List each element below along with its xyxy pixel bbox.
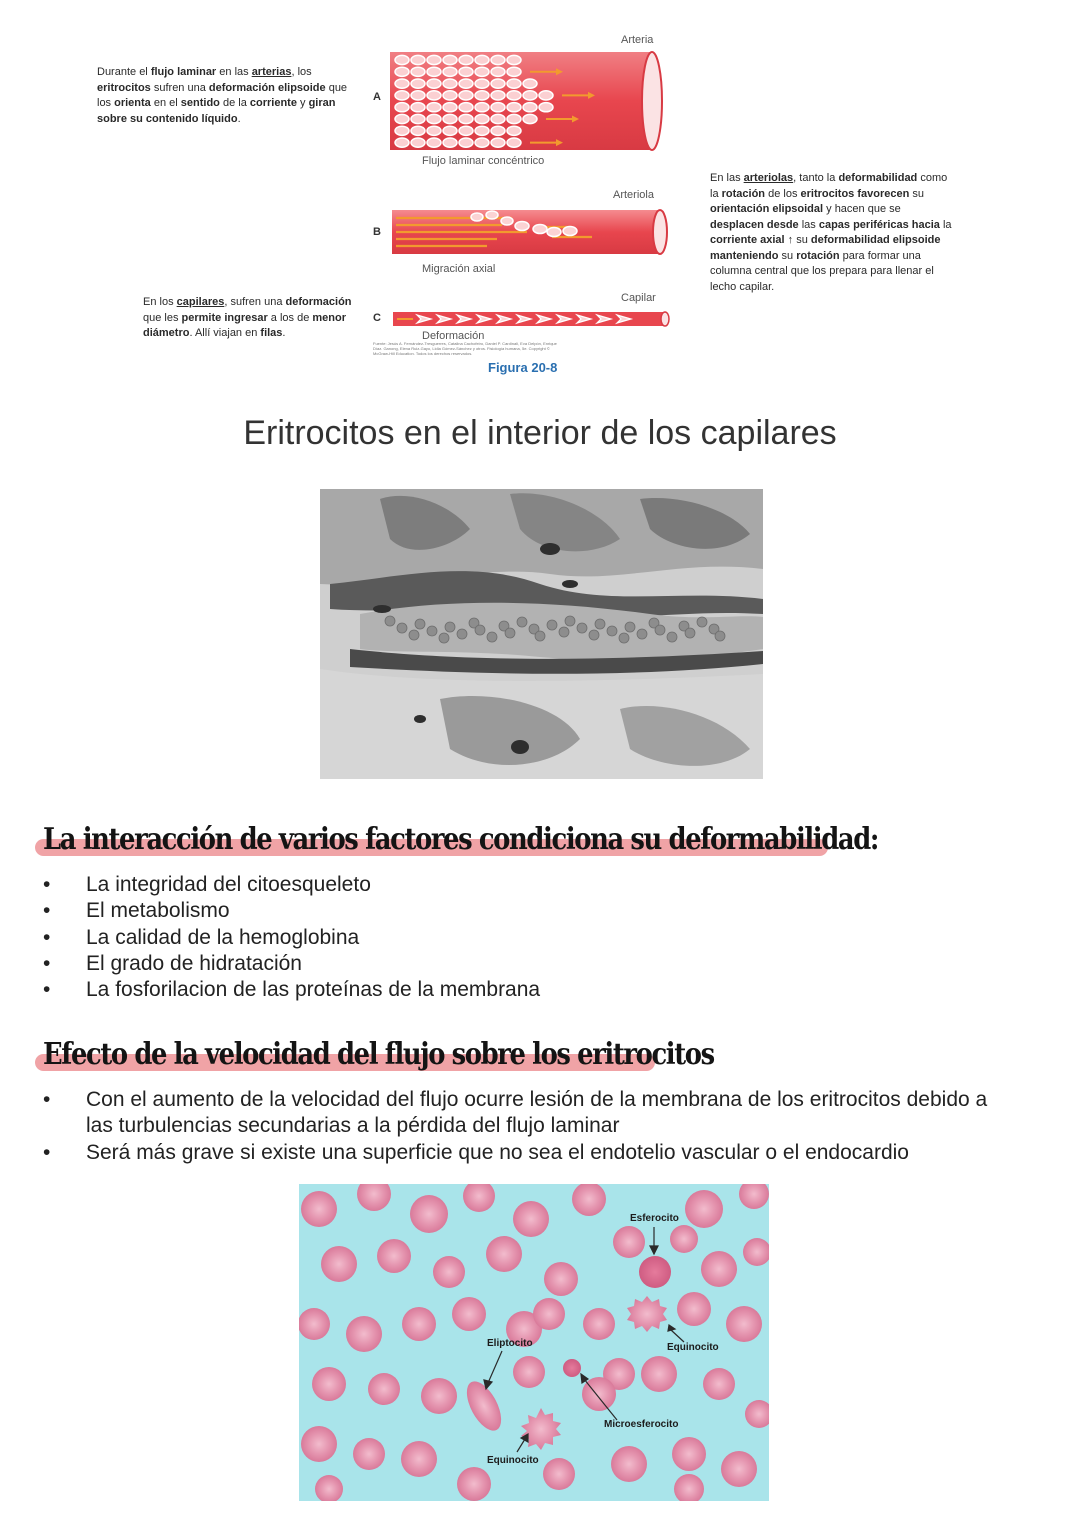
caption-migracion-axial: Migración axial bbox=[422, 263, 496, 275]
rbc-cell bbox=[457, 1467, 491, 1501]
effects-list bbox=[43, 1087, 1003, 1166]
rbc-shape bbox=[443, 67, 457, 76]
rbc-shape bbox=[507, 91, 521, 100]
section-title: Eritrocitos en el interior de los capilares bbox=[243, 414, 837, 452]
rbc-shape bbox=[475, 138, 489, 147]
micrograph-rbc bbox=[409, 630, 419, 640]
rbc-cell bbox=[533, 1298, 565, 1330]
micrograph-rbc bbox=[457, 629, 467, 639]
rbc-shape bbox=[491, 138, 505, 147]
capillary-micrograph-drawing bbox=[320, 489, 763, 779]
rbc-shape bbox=[427, 138, 441, 147]
panel-letter-c: C bbox=[373, 312, 381, 324]
rbc-shape bbox=[475, 91, 489, 100]
micrograph-rbc bbox=[475, 625, 485, 635]
rbc-cell bbox=[312, 1367, 346, 1401]
rbc-shape bbox=[427, 103, 441, 112]
heading-deformabilidad-text: La interacción de varios factores condiciona su deformabilidad: bbox=[43, 822, 879, 857]
rbc-cell bbox=[410, 1195, 448, 1233]
rbc-shape bbox=[395, 67, 409, 76]
rbc-shape bbox=[443, 138, 457, 147]
panel-letter-b: B bbox=[373, 226, 381, 238]
micrograph-rbc bbox=[667, 632, 677, 642]
micrograph-rbc bbox=[559, 627, 569, 637]
rbc-cell bbox=[701, 1251, 737, 1287]
rbc-shape bbox=[395, 114, 409, 123]
rbc-shape bbox=[411, 138, 425, 147]
rbc-cell bbox=[611, 1446, 647, 1482]
rbc-cell bbox=[301, 1426, 337, 1462]
panel-letter-a: A bbox=[373, 91, 381, 103]
factors-list bbox=[43, 872, 1003, 1003]
rbc-shape bbox=[459, 55, 473, 64]
rbc-shape bbox=[507, 114, 521, 123]
micrograph-rbc bbox=[715, 631, 725, 641]
micrograph-rbc bbox=[619, 633, 629, 643]
micrograph-rbc bbox=[505, 628, 515, 638]
rbc-shape bbox=[507, 103, 521, 112]
rbc-shape bbox=[507, 138, 521, 147]
note-capilares: En los capilares, sufren una deformación que les permite ingresar a los de menor diámetro. Allí viajan en filas. bbox=[143, 296, 352, 339]
label-equinocito-2: Equinocito bbox=[487, 1455, 539, 1466]
list-item: • La fosforilacion de las proteínas de la membrana bbox=[43, 977, 1003, 1003]
rbc-shape bbox=[459, 91, 473, 100]
rbc-cell bbox=[368, 1373, 400, 1405]
rbc-cell bbox=[486, 1236, 522, 1272]
heading-velocidad-text: Efecto de la velocidad del flujo sobre los eritrocitos bbox=[43, 1037, 714, 1072]
rbc-shape bbox=[459, 103, 473, 112]
micrograph-rbc bbox=[607, 626, 617, 636]
rbc-cell bbox=[402, 1307, 436, 1341]
heading-velocidad bbox=[43, 1037, 823, 1072]
rbc-cell bbox=[299, 1308, 330, 1340]
rbc-shape bbox=[443, 126, 457, 135]
rbc-shape bbox=[459, 67, 473, 76]
rbc-cell bbox=[452, 1297, 486, 1331]
esferocito-cell bbox=[639, 1256, 671, 1288]
vessel-label-arteriola: Arteriola bbox=[613, 189, 654, 201]
rbc-cell bbox=[346, 1316, 382, 1352]
rbc-shape bbox=[443, 55, 457, 64]
micrograph-rbc bbox=[565, 616, 575, 626]
list-item: • El grado de hidratación bbox=[43, 951, 1003, 977]
micrograph-rbc bbox=[685, 628, 695, 638]
micrograph-rbc bbox=[415, 619, 425, 629]
rbc-shape bbox=[523, 114, 537, 123]
rbc-shape bbox=[443, 103, 457, 112]
micrograph-rbc bbox=[517, 617, 527, 627]
rbc-cell bbox=[421, 1378, 457, 1414]
rbc-shape bbox=[523, 103, 537, 112]
rbc-cell bbox=[670, 1225, 698, 1253]
rbc-shape bbox=[475, 55, 489, 64]
rbc-shape bbox=[395, 55, 409, 64]
rbc-cell bbox=[377, 1239, 411, 1273]
rbc-shape bbox=[491, 91, 505, 100]
rbc-shape bbox=[427, 126, 441, 135]
rbc-shape bbox=[395, 91, 409, 100]
rbc-cell bbox=[726, 1306, 762, 1342]
micrograph-rbc bbox=[385, 616, 395, 626]
rbc-shape bbox=[427, 91, 441, 100]
label-microesferocito: Microesferocito bbox=[604, 1419, 679, 1430]
rbc-shape bbox=[411, 103, 425, 112]
micrograph-rbc bbox=[445, 622, 455, 632]
rbc-cell bbox=[583, 1308, 615, 1340]
rbc-cell bbox=[703, 1368, 735, 1400]
rbc-shape bbox=[427, 114, 441, 123]
rbc-cell bbox=[301, 1191, 337, 1227]
rbc-shape bbox=[475, 103, 489, 112]
rbc-cell bbox=[677, 1292, 711, 1326]
rbc-shape bbox=[411, 67, 425, 76]
rbc-shape bbox=[507, 79, 521, 88]
rbc-cell bbox=[353, 1438, 385, 1470]
rbc-shape bbox=[491, 103, 505, 112]
figure-label: Figura 20-8 bbox=[488, 360, 558, 375]
rbc-shape bbox=[427, 67, 441, 76]
rbc-shape bbox=[443, 114, 457, 123]
rbc-shape bbox=[491, 114, 505, 123]
rbc-shape bbox=[491, 126, 505, 135]
rbc-shape bbox=[411, 79, 425, 88]
rbc-shape bbox=[427, 79, 441, 88]
rbc-cell bbox=[544, 1262, 578, 1296]
rbc-cell bbox=[685, 1190, 723, 1228]
capillary-micrograph bbox=[320, 489, 763, 779]
microesferocito-cell bbox=[563, 1359, 581, 1377]
rbc-cell bbox=[401, 1441, 437, 1477]
rbc-shape bbox=[539, 91, 553, 100]
rbc-cell bbox=[641, 1356, 677, 1392]
micrograph-rbc bbox=[577, 623, 587, 633]
micrograph-rbc bbox=[547, 620, 557, 630]
micrograph-rbc bbox=[535, 631, 545, 641]
capillary-illustration bbox=[393, 309, 675, 329]
rbc-shape bbox=[459, 126, 473, 135]
rbc-shape bbox=[491, 67, 505, 76]
rbc-shape bbox=[411, 126, 425, 135]
micrograph-rbc bbox=[637, 629, 647, 639]
rbc-shape bbox=[459, 114, 473, 123]
micrograph-rbc bbox=[589, 630, 599, 640]
note-arteriolas: En las arteriolas, tanto la deformabilidad como la rotación de los eritrocitos favorecen su orientación elipsoidal y hacen que se desplacen desde las capas periféricas hacia la corriente axial ↑ su deformabilidad elipsoide manteniendo su rotación para formar una columna central que los prepara para llenar el lecho capilar. bbox=[710, 172, 952, 293]
list-item: • Con el aumento de la velocidad del flujo ocurre lesión de la membrana de los eritrocitos debido a las turbulencias secundarias a la pérdida del flujo laminar bbox=[43, 1087, 1003, 1140]
micrograph-rbc bbox=[427, 626, 437, 636]
rbc-shape bbox=[523, 91, 537, 100]
rbc-shape bbox=[507, 55, 521, 64]
micrograph-rbc bbox=[595, 619, 605, 629]
rbc-cell bbox=[613, 1226, 645, 1258]
rbc-shape bbox=[395, 138, 409, 147]
rbc-cell bbox=[321, 1246, 357, 1282]
rbc-cell bbox=[433, 1256, 465, 1288]
rbc-shape bbox=[411, 114, 425, 123]
list-item: • La integridad del citoesqueleto bbox=[43, 872, 1003, 898]
rbc-shape bbox=[395, 79, 409, 88]
rbc-shape bbox=[539, 103, 553, 112]
arteriole-illustration bbox=[392, 205, 672, 259]
rbc-shape bbox=[475, 67, 489, 76]
rbc-shape bbox=[507, 126, 521, 135]
micrograph-rbc bbox=[397, 623, 407, 633]
rbc-cell bbox=[513, 1356, 545, 1388]
rbc-shape bbox=[507, 67, 521, 76]
rbc-shape bbox=[475, 126, 489, 135]
rbc-shape bbox=[523, 79, 537, 88]
rbc-shape bbox=[459, 138, 473, 147]
heading-deformabilidad bbox=[43, 822, 1014, 857]
rbc-cell bbox=[513, 1201, 549, 1237]
rbc-shape bbox=[443, 91, 457, 100]
caption-flujo-laminar: Flujo laminar concéntrico bbox=[422, 155, 545, 167]
blood-smear-image bbox=[299, 1184, 769, 1501]
micrograph-rbc bbox=[625, 622, 635, 632]
rbc-cell bbox=[721, 1451, 757, 1487]
rbc-shape bbox=[443, 79, 457, 88]
micrograph-rbc bbox=[655, 625, 665, 635]
rbc-shape bbox=[395, 103, 409, 112]
rbc-shape bbox=[491, 79, 505, 88]
micrograph-rbc bbox=[487, 632, 497, 642]
micrograph-rbc bbox=[697, 617, 707, 627]
list-item: • La calidad de la hemoglobina bbox=[43, 925, 1003, 951]
vessel-label-arteria: Arteria bbox=[621, 34, 654, 46]
label-esferocito: Esferocito bbox=[630, 1213, 679, 1224]
artery-illustration bbox=[390, 48, 665, 154]
rbc-shape bbox=[475, 79, 489, 88]
label-eliptocito: Eliptocito bbox=[487, 1338, 533, 1349]
rbc-shape bbox=[411, 91, 425, 100]
rbc-shape bbox=[395, 126, 409, 135]
rbc-shape bbox=[411, 55, 425, 64]
rbc-shape bbox=[475, 114, 489, 123]
micrograph-rbc bbox=[439, 633, 449, 643]
label-equinocito-1: Equinocito bbox=[667, 1342, 719, 1353]
list-item: • El metabolismo bbox=[43, 898, 1003, 924]
note-arterias: Durante el flujo laminar en las arterias, los eritrocitos sufren una deformación elipsoide que los orienta en el sentido de la corriente y giran sobre su contenido líquido. bbox=[97, 66, 348, 125]
rbc-cell bbox=[672, 1437, 706, 1471]
rbc-shape bbox=[427, 55, 441, 64]
rbc-shape bbox=[491, 55, 505, 64]
figure-source: Fuente: Jesús A. Fernández-Tresguerres, Catalina Cachofeiro, Daniel P. Cardinali, Eva Delpón, Enrique Díaz. Ganong, Elena Ruiz-Gayo, Lidia Gómez-Sánchez y otros. Fisiología humana, 5e. Copyright © McGraw-Hill Education. Todos los derechos reservados. bbox=[373, 341, 557, 356]
caption-deformacion: Deformación bbox=[422, 330, 485, 342]
rbc-shape bbox=[459, 79, 473, 88]
vessel-label-capilar: Capilar bbox=[621, 292, 656, 304]
list-item: • Será más grave si existe una superficie que no sea el endotelio vascular o el endocardio bbox=[43, 1140, 1003, 1166]
rbc-cell bbox=[543, 1458, 575, 1490]
